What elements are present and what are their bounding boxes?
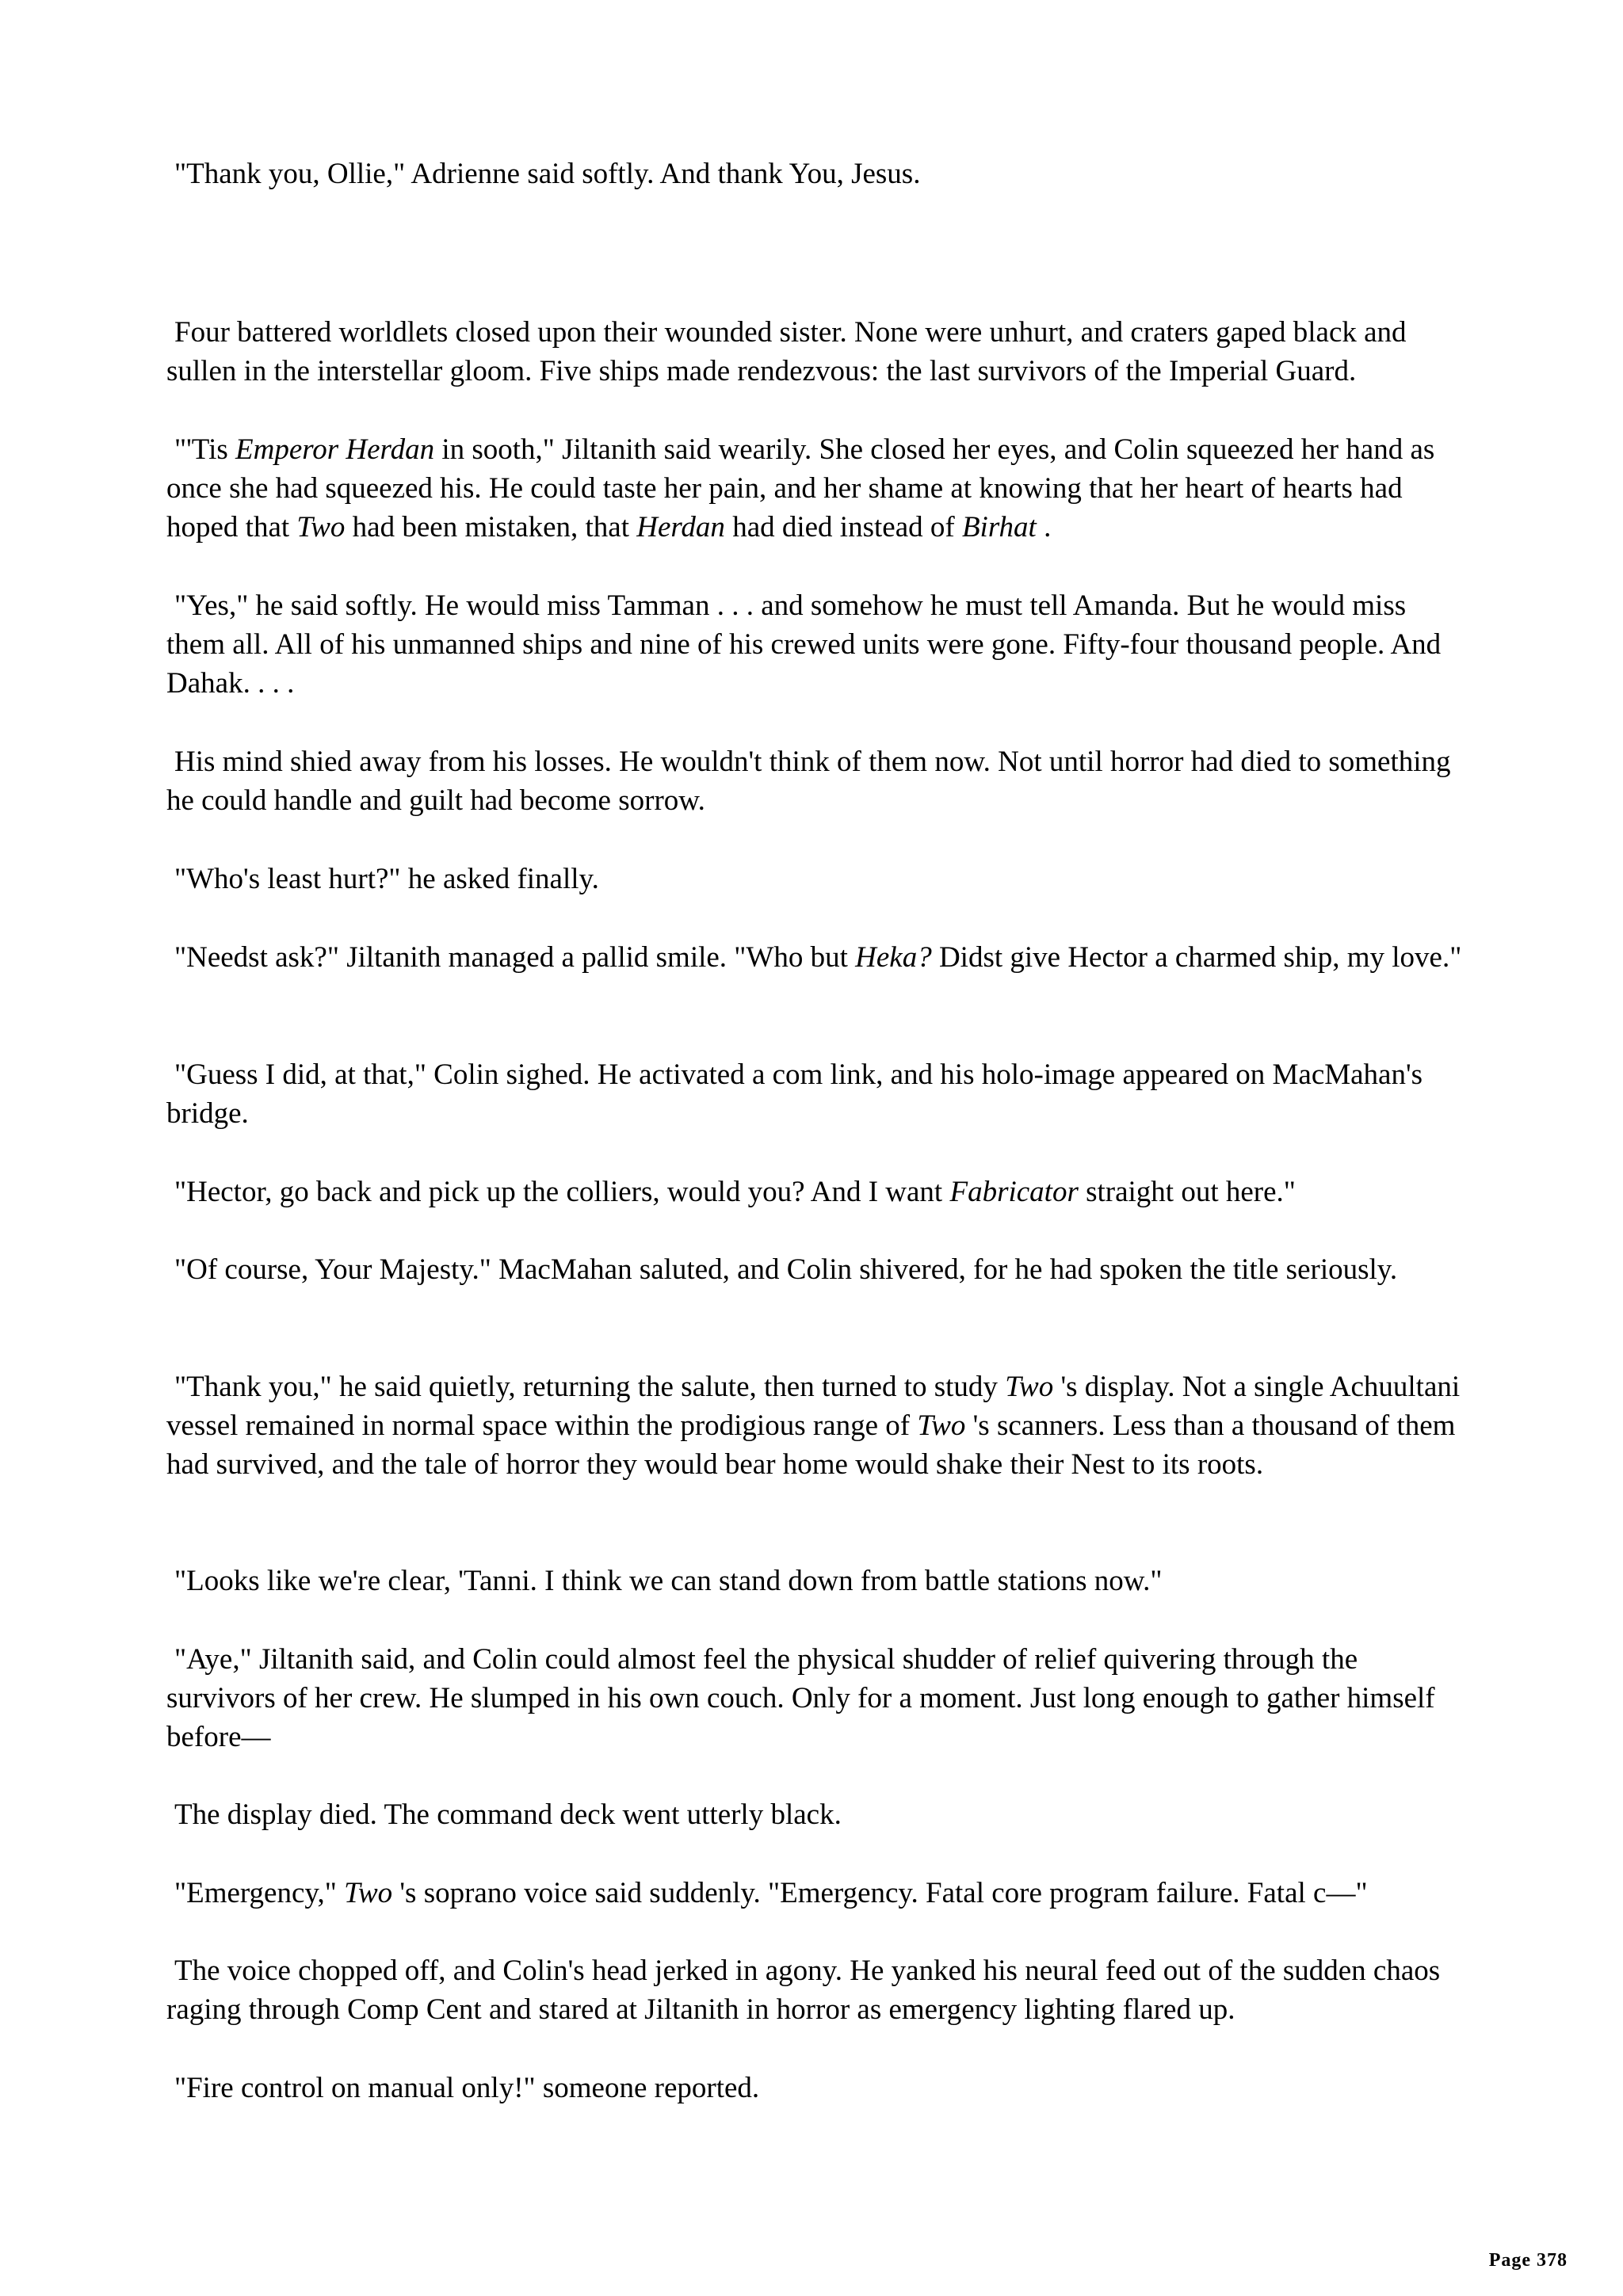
paragraph [166,430,1466,547]
text-run: "Fire control on manual only!" someone reported. [174,2072,760,2104]
text-run: "Looks like we're clear, 'Tanni. I think we can stand down from battle stations now." [174,1565,1163,1597]
text-run: had died instead of [724,511,962,543]
page-number: Page 378 [1488,2250,1568,2271]
paragraph [166,2069,1466,2107]
paragraph [166,1640,1466,1756]
text-run: His mind shied away from his losses. He wouldn't think of them now. Not until horror had died to something he could handle and guilt had become sorrow. [166,746,1451,817]
text-run: "Who's least hurt?" he asked finally. [174,863,599,895]
paragraph [166,586,1466,703]
paragraph [166,1562,1466,1600]
text-run: "Emergency," [174,1877,345,1909]
italic-text: Two [344,1877,393,1909]
text-run: "Of course, Your Majesty." MacMahan saluted, and Colin shivered, for he had spoken the title seriously. [174,1253,1398,1286]
italic-text: Birhat [961,511,1037,543]
text-run: "Yes," he said softly. He would miss Tamman . . . and somehow he must tell Amanda. But he would miss them all. All of his unmanned ships and nine of his crewed units were gone. Fifty-four thousand people. And Dahak. . . . [166,589,1442,700]
text-run: 's soprano voice said suddenly. "Emergency. Fatal core program failure. Fatal c—" [392,1877,1368,1909]
text-run: "'Tis [174,433,235,466]
italic-text: Fabricator [949,1176,1079,1208]
paragraph [166,1055,1466,1133]
italic-text: Emperor Herdan [235,433,435,466]
paragraph [166,742,1466,820]
text-run: had been mistaken, that [345,511,637,543]
paragraph [166,1795,1466,1834]
text-run: "Thank you, Ollie," Adrienne said softly. And thank You, Jesus. [174,158,921,190]
paragraph [166,938,1466,977]
text-run: straight out here." [1078,1176,1296,1208]
text-run: Four battered worldlets closed upon their wounded sister. None were unhurt, and craters gaped black and sullen in the interstellar gloom. Five ships made rendezvous: the last survivors of the Imperial Guard. [166,316,1407,387]
italic-text: Heka? [855,941,932,974]
paragraph [166,1173,1466,1211]
text-run: The voice chopped off, and Colin's head jerked in agony. He yanked his neural feed out of the sudden chaos raging through Comp Cent and stared at Jiltanith in horror as emergency lighting flared up. [166,1955,1441,2026]
italic-text: Two [296,511,346,543]
text-run: 's scanners. Less than a thousand of them had survived, and the tale of horror they would bear home would shake their Nest to its roots. [166,1409,1456,1481]
paragraph [166,1951,1466,2029]
text-run: "Aye," Jiltanith said, and Colin could almost feel the physical shudder of relief quivering through the survivors of her crew. He slumped in his own couch. Only for a moment. Just long enough to gather himself before— [166,1643,1435,1753]
text-run: "Hector, go back and pick up the colliers, would you? And I want [174,1176,950,1208]
text-run: The display died. The command deck went utterly black. [174,1798,842,1831]
paragraph [166,860,1466,898]
text-run: "Thank you," he said quietly, returning the salute, then turned to study [174,1371,1006,1403]
paragraph [166,313,1466,391]
paragraph [166,1250,1466,1289]
text-run: "Guess I did, at that," Colin sighed. He activated a com link, and his holo-image appeared on MacMahan's bridge. [166,1058,1423,1130]
paragraph [166,154,1466,193]
paragraph [166,1367,1466,1484]
paragraph [166,1874,1466,1913]
italic-text: Herdan [636,511,725,543]
italic-text: Two [917,1409,966,1442]
text-run: "Needst ask?" Jiltanith managed a pallid smile. "Who but [174,941,856,974]
italic-text: Two [1005,1371,1054,1403]
text-run: . [1036,511,1052,543]
text-run: in sooth," Jiltanith said wearily. She closed her eyes, and Colin squeezed her hand as once she had squeezed his. He could taste her pain, and her shame at knowing that her heart of hearts had hoped that [166,433,1435,543]
text-run: 's display. Not a single Achuultani vessel remained in normal space within the prodigious range of [166,1371,1461,1442]
text-run: Didst give Hector a charmed ship, my love." [931,941,1462,974]
